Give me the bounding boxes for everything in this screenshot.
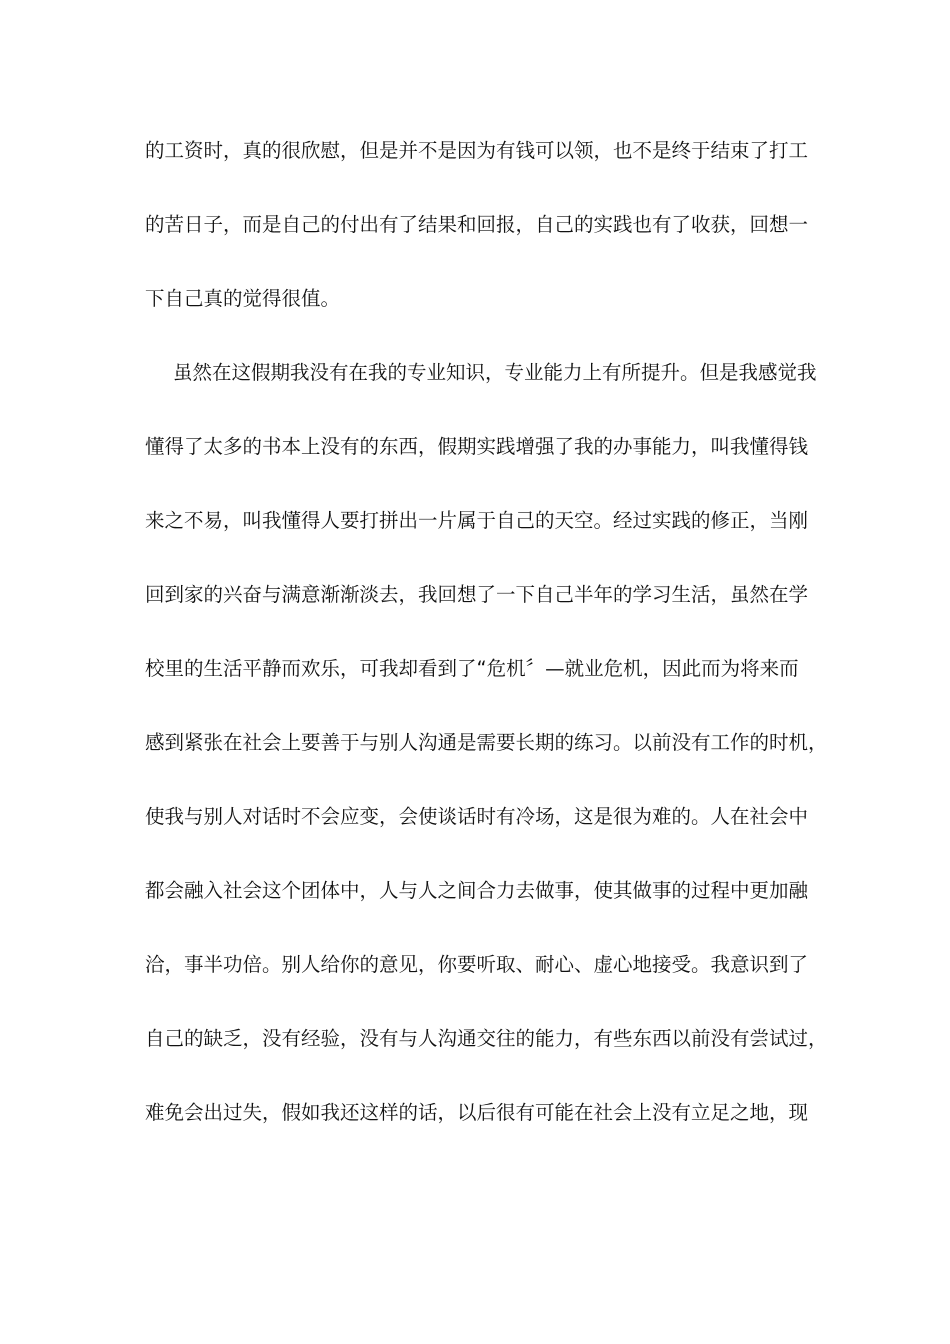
text-line: 懂得了太多的书本上没有的东西，假期实践增强了我的办事能力，叫我懂得钱 [145, 435, 809, 458]
text-line: 来之不易，叫我懂得人要打拼出一片属于自己的天空。经过实践的修正，当刚 [145, 509, 809, 532]
text-line: 感到紧张在社会上要善于与别人沟通是需要长期的练习。以前没有工作的时机， [145, 731, 828, 754]
text-line: 难免会出过失，假如我还这样的话，以后很有可能在社会上没有立足之地，现 [145, 1101, 809, 1124]
text-line: 洽，事半功倍。别人给你的意见，你要听取、耐心、虚心地接受。我意识到了 [145, 953, 809, 976]
text-line: 下自己真的觉得很值。 [145, 287, 341, 310]
text-line: 的苦日子，而是自己的付出有了结果和回报，自己的实践也有了收获，回想一 [145, 213, 809, 236]
paragraph-first-line: 虽然在这假期我没有在我的专业知识，专业能力上有所提升。但是我感觉我 [173, 361, 817, 384]
text-line: 都会融入社会这个团体中，人与人之间合力去做事，使其做事的过程中更加融 [145, 879, 809, 902]
text-line: 的工资时，真的很欣慰，但是并不是因为有钱可以领，也不是终于结束了打工 [145, 139, 809, 162]
text-line: 使我与别人对话时不会应变，会使谈话时有冷场，这是很为难的。人在社会中 [145, 805, 809, 828]
text-line: 校里的生活平静而欢乐，可我却看到了“危机〞—就业危机，因此而为将来而 [145, 657, 799, 680]
text-line: 回到家的兴奋与满意渐渐淡去，我回想了一下自己半年的学习生活，虽然在学 [145, 583, 809, 606]
text-line: 自己的缺乏，没有经验，没有与人沟通交往的能力，有些东西以前没有尝试过， [145, 1027, 828, 1050]
document-body [145, 130, 828, 1166]
